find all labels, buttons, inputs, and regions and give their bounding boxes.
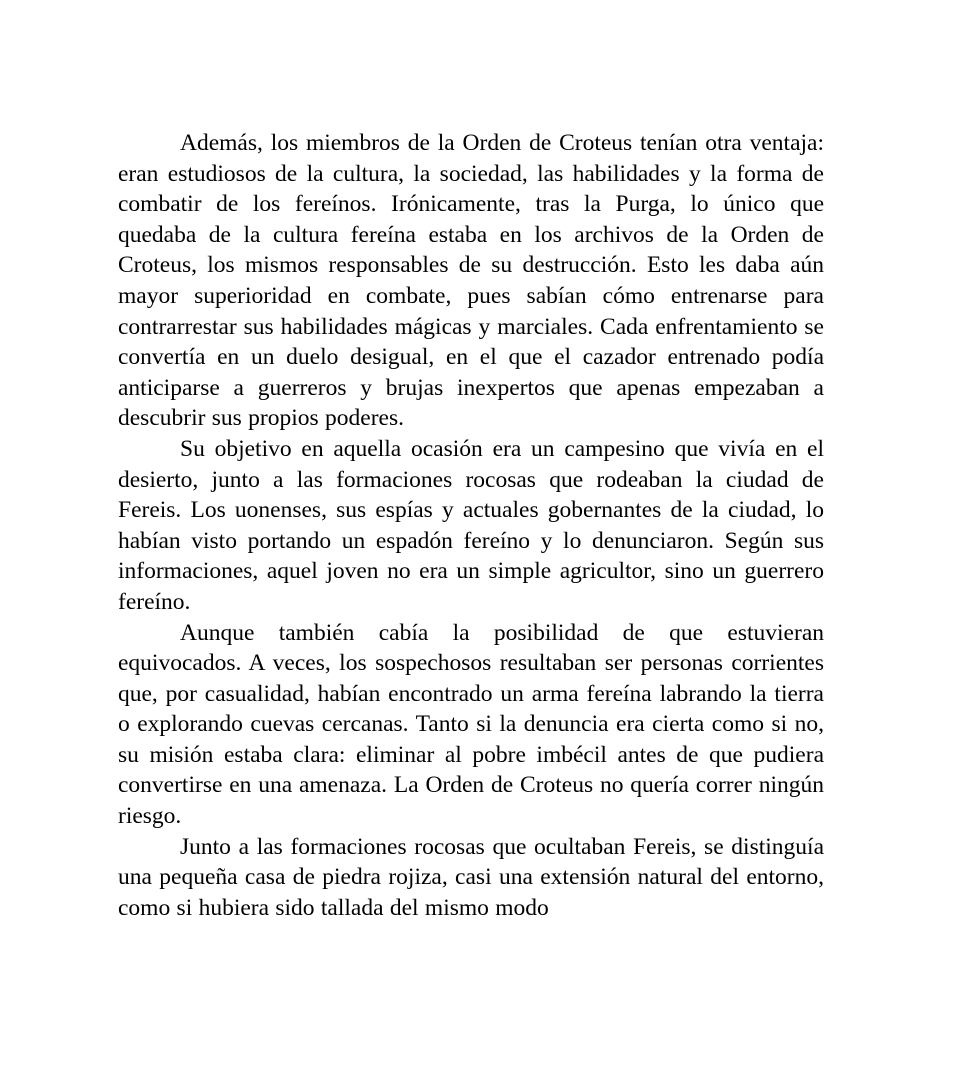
paragraph-4: Junto a las formaciones rocosas que ocultaban Fereis, se distinguía una pequeña casa de piedra rojiza, casi una extensión natural del entorno, como si hubiera sido tallada del mismo modo xyxy=(118,833,824,921)
paragraph-2: Su objetivo en aquella ocasión era un campesino que vivía en el desierto, junto a las formaciones rocosas que rodeaban la ciudad de Fereis. Los uonenses, sus espías y actuales gobernantes de la ciudad, lo habían visto portando un espadón fereíno y lo denunciaron. Según sus informaciones, aquel joven no era un simple agricultor, sino un guerrero fereíno. xyxy=(118,435,824,615)
paragraph-1: Además, los miembros de la Orden de Croteus tenían otra ventaja: eran estudiosos de la cultura, la sociedad, las habilidades y la forma de combatir de los fereínos. Irónicamente, tras la Purga, lo único que quedaba de la cultura fereína estaba en los archivos de la Orden de Croteus, los mismos responsables de su destrucción. Esto les daba aún mayor superioridad en combate, pues sabían cómo entrenarse para contrarrestar sus habilidades mágicas y marciales. Cada enfrentamiento se convertía en un duelo desigual, en el que el cazador entrenado podía anticiparse a guerreros y brujas inexpertos que apenas empezaban a descubrir sus propios poderes. xyxy=(118,130,824,432)
paragraph-3: Aunque también cabía la posibilidad de que estuvieran equivocados. A veces, los sospechosos resultaban ser personas corrientes que, por casualidad, habían encontrado un arma fereína labrando la tierra o explorando cuevas cercanas. Tanto si la denuncia era cierta como si no, su misión estaba clara: eliminar al pobre imbécil antes de que pudiera convertirse en una amenaza. La Orden de Croteus no quería correr ningún riesgo. xyxy=(118,619,824,830)
book-page-text-block xyxy=(118,128,824,923)
